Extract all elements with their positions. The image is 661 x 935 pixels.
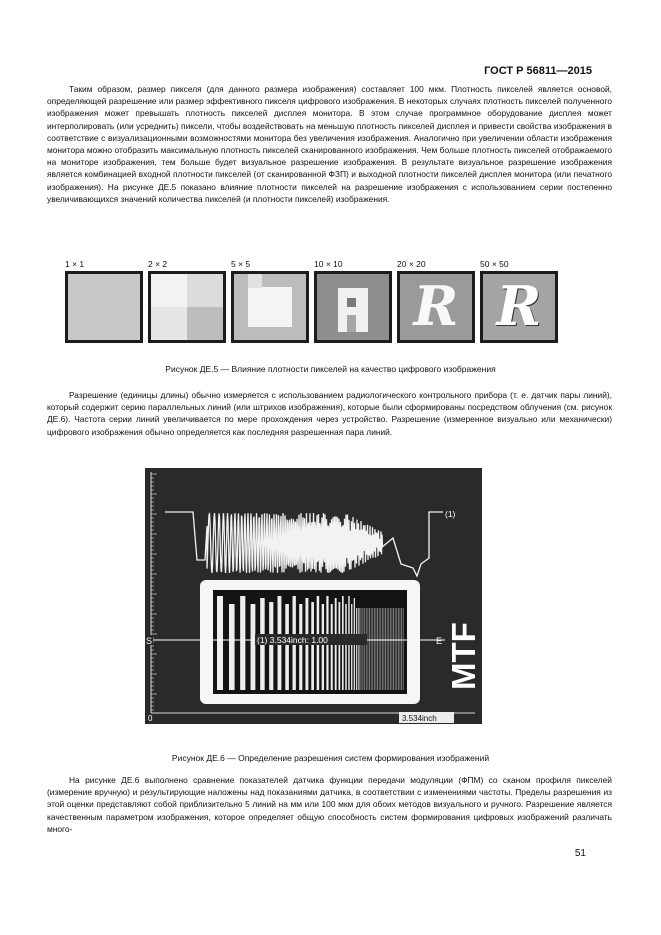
paragraph-1-text: Таким образом, размер пикселя (для данного размера изображения) составляет 100 мкм. Плотность пикселей является основой, определяющей разрешение или размер эффективного пикселя цифрового изображения. В некоторых случаях плотность пикселей полученного изображения может превышать плотность пикселей дисплея монитора. В этом случае программное оборудование дисплея может интерполировать (или усреднить) пиксели, чтобы воздействовать на меньшую плотность пикселей дисплея и привести свойства изображения в соответствие с визуализационными возможностями монитора без увеличения изображения. Аналогично при увеличении области изображения монитора можно отобразить максимальную плотность пикселей сканированного изображения. Чем больше плотность пикселей отображаемого на мониторе изображения, тем больше будет визуальное разрешение изображения. В результате визуальное разрешение изображения является комбинацией входной плотности пикселей (от сканированной ФЗП) и выходной плотности пикселей дисплея монитора (или печатного изображения). На рисунке ДЕ.5 показано влияние плотности пикселей на разрешение изображения с использованием серии постепенно увеличивающихся значений количества пикселей (и плотности пикселей) изображения. — [47, 84, 612, 204]
line-pair-bar — [358, 608, 359, 690]
tile-2x2 — [148, 258, 226, 343]
paragraph-3 — [47, 774, 612, 835]
line-pair-bar — [377, 608, 378, 690]
line-pair-bar — [366, 608, 367, 690]
line-pair-bar — [345, 604, 347, 690]
line-pair-bar — [387, 608, 388, 690]
tile-5x5 — [231, 258, 309, 343]
line-pair-bar — [372, 608, 373, 690]
paragraph-2-text: Разрешение (единицы длины) обычно измеряется с использованием радиологического контрольного прибора (т. е. датчик пары линий), который содержит серию параллельных линий (или штрихов изображения), которые были сформированы посредством облучения (см. рисунок ДЕ.6). Частота серии линий увеличивается по мере прохождения через устройство. Разрешение (измеренное визуально или механически) цифрового изображения обычно определяется как последняя разрешенная пара линий. — [47, 390, 612, 437]
tile-label: 20 × 20 — [397, 259, 426, 269]
line-pair-bar — [384, 608, 385, 690]
letter-r: R — [496, 274, 542, 338]
pixel-image-10x10 — [314, 271, 392, 343]
line-pair-bar — [400, 608, 401, 690]
axis-end: 3.534inch — [402, 714, 437, 723]
letter-r: R — [413, 274, 459, 338]
mtf-diagram — [145, 468, 482, 724]
line-pair-bar — [240, 596, 245, 690]
line-pair-bar — [376, 608, 377, 690]
line-pair-bar — [382, 608, 383, 690]
tile-label: 50 × 50 — [480, 259, 509, 269]
line-pair-bar — [398, 608, 399, 690]
figure-de6-caption: Рисунок ДЕ.6 — Определение разрешения систем формирования изображений — [171, 753, 490, 763]
pixel-image-5x5 — [231, 271, 309, 343]
line-pair-bar — [360, 608, 361, 690]
line-pair-bar — [368, 608, 369, 690]
line-pair-bar — [403, 608, 404, 690]
s-label: S — [146, 636, 153, 646]
line-pair-bar — [385, 608, 386, 690]
trace-label: (1) — [445, 509, 456, 519]
line-pair-bar — [269, 602, 273, 690]
line-pair-bar — [393, 608, 394, 690]
line-pair-bar — [311, 602, 314, 690]
line-pair-bar — [356, 608, 357, 690]
standard-header: ГОСТ Р 56811—2015 — [484, 65, 592, 77]
line-pair-bar — [299, 604, 302, 690]
figure-de6 — [145, 468, 482, 724]
paragraph-2 — [47, 389, 612, 438]
line-pair-bar — [322, 604, 324, 690]
mtf-side-text: MTF — [445, 622, 482, 690]
line-pair-bar — [395, 608, 396, 690]
line-pair-bar — [390, 608, 391, 690]
paragraph-1 — [47, 83, 612, 205]
figure-de5-caption: Рисунок ДЕ.5 — Влияние плотности пикселей на качество цифрового изображения — [165, 364, 496, 374]
line-pair-bar — [229, 604, 235, 690]
tile-20x20 — [397, 258, 475, 343]
tile-label: 2 × 2 — [148, 259, 168, 269]
line-pair-bar — [371, 608, 372, 690]
pixel-image-50x50 — [480, 271, 558, 343]
line-pair-bar — [251, 604, 256, 690]
pixel-image-1x1 — [65, 271, 143, 343]
readout-label: (1) 3.534inch: 1.00 — [257, 635, 328, 645]
line-pair-bar — [392, 608, 393, 690]
line-pair-bar — [217, 596, 223, 690]
page-number: 51 — [574, 848, 586, 859]
line-pair-bar — [285, 604, 289, 690]
tile-label: 1 × 1 — [65, 259, 85, 269]
tile-1x1 — [65, 258, 143, 343]
mtf-trace — [165, 512, 443, 576]
line-pair-bar — [362, 608, 363, 690]
line-pair-bar — [379, 608, 380, 690]
line-pair-bar — [369, 608, 370, 690]
tile-label: 10 × 10 — [314, 259, 343, 269]
line-pair-bar — [380, 608, 381, 690]
axis-start: 0 — [148, 714, 153, 723]
line-pair-bar — [396, 608, 397, 690]
line-pair-bar — [401, 608, 402, 690]
line-pair-bar — [388, 608, 389, 690]
pixel-image-2x2 — [148, 271, 226, 343]
tile-10x10 — [314, 258, 392, 343]
e-label: E — [436, 636, 443, 646]
line-pair-bar — [364, 608, 365, 690]
ruler-ticks — [151, 474, 157, 710]
tile-label: 5 × 5 — [231, 259, 251, 269]
tile-50x50 — [480, 258, 558, 343]
line-pair-bar — [339, 602, 341, 690]
line-pair-bar — [331, 604, 333, 690]
paragraph-3-text: На рисунке ДЕ.6 выполнено сравнение показателей датчика функции передачи модуляции (ФПМ) со сканом профиля пикселей (измерение вручную) и результирующие наложены над показаниями датчика, в соответствии с изменениями частоты. Пределы разрешения из этой оценки представляют собой приблизительно 5 линий на мм или 100 мкм для обоих методов визуального и ручного. Разрешение является качественным параметром изображения, которое определяет общую способность систем формирования цифровых изображений различать много- — [47, 775, 612, 834]
figure-de5 — [65, 258, 557, 346]
pixel-image-20x20 — [397, 271, 475, 343]
line-pair-bar — [351, 604, 352, 690]
line-pair-bar — [374, 608, 375, 690]
